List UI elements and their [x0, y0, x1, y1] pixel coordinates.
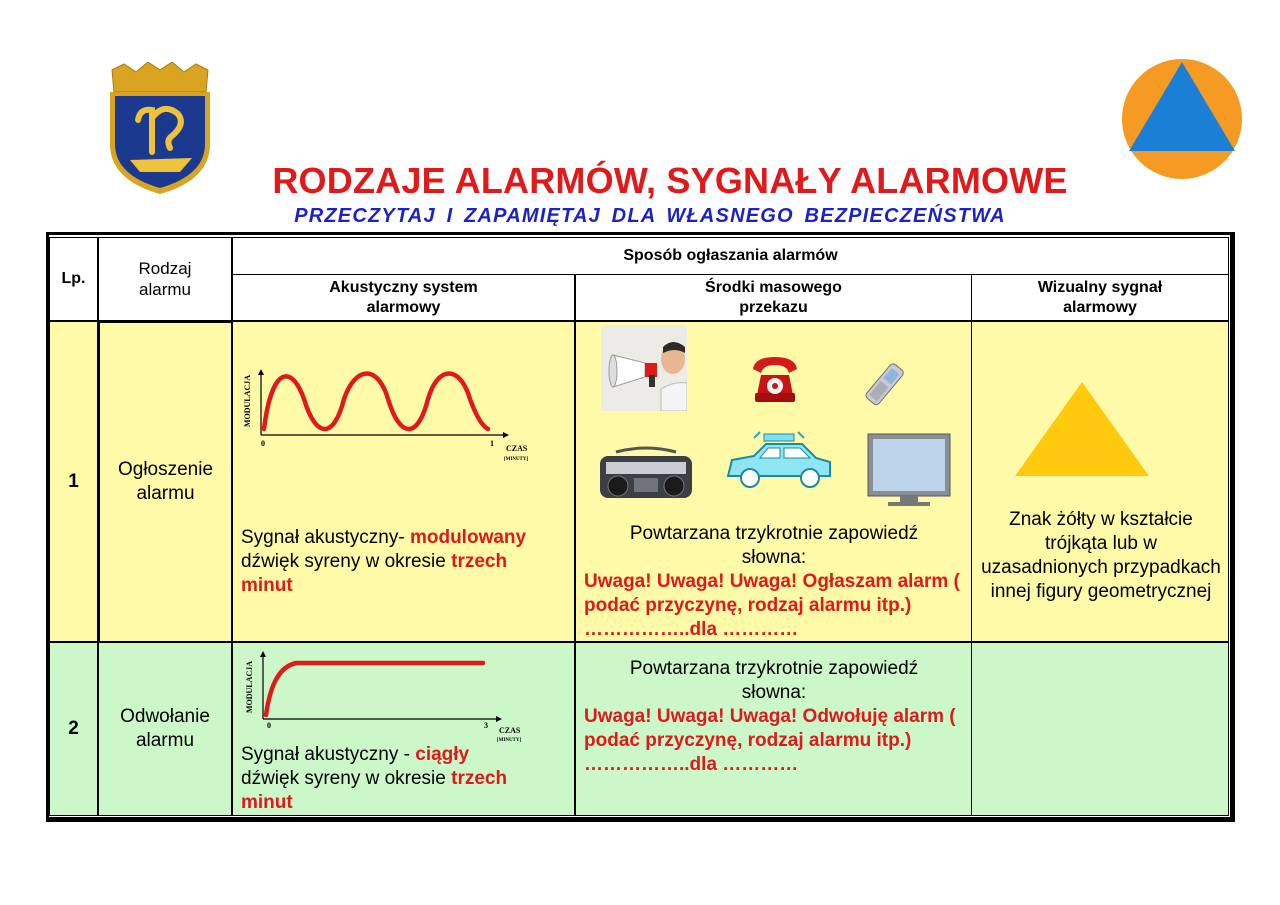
row1-acoustic-part-a: Sygnał akustyczny- — [241, 527, 410, 548]
header-lp-label: Lp. — [61, 270, 86, 287]
header-visual-line2: alarmowy — [1063, 298, 1137, 316]
header-media — [575, 274, 972, 321]
header-visual-line1: Wizualny sygnał — [1037, 278, 1163, 296]
row1-acoustic — [232, 321, 575, 642]
header-visual — [971, 274, 1229, 321]
row2-lp — [49, 642, 98, 816]
row1-lp-value: 1 — [68, 470, 79, 492]
header-acoustic-line1: Akustyczny system — [329, 278, 478, 296]
television-icon — [866, 432, 952, 508]
radio-boombox-icon — [596, 444, 696, 504]
row1-axis-x0: 0 — [261, 439, 265, 448]
row2-type — [98, 642, 232, 816]
header-group-label: Sposób ogłaszania alarmów — [623, 247, 838, 264]
row2-acoustic-part-b: ciągły — [415, 744, 470, 765]
row2-acoustic — [232, 642, 575, 816]
row2-type-line1: Odwołanie — [120, 706, 210, 727]
row2-continuous-signal-chart — [238, 647, 548, 743]
row1-media — [575, 321, 972, 642]
row1-visual-text: Znak żółty w kształcie trójkąta lub w uzasadnionych przypadkach innej figury geometrycznej — [981, 509, 1221, 602]
row2-media-announcement: Uwaga! Uwaga! Uwaga! Odwołuję alarm ( podać przyczynę, rodzaj alarmu itp.) ……………..dla ………… — [584, 706, 956, 775]
row2-acoustic-part-c: dźwięk syreny w okresie — [241, 768, 452, 789]
row2-axis-y-label: MODULACJA — [245, 661, 254, 713]
row1-media-intro: Powtarzana trzykrotnie zapowiedź słowna: — [629, 523, 919, 568]
row1-axis-y-label: MODULACJA — [243, 375, 252, 427]
row1-type — [98, 321, 232, 642]
row1-axis-x-label: CZAS — [506, 444, 528, 453]
header-type-line1: Rodzaj — [138, 259, 192, 278]
row2-type-line2: alarmu — [135, 730, 195, 751]
row1-visual — [971, 321, 1229, 642]
row1-acoustic-part-c: dźwięk syreny w okresie — [241, 551, 452, 572]
header-media-line1: Środki masowego — [705, 278, 842, 296]
header-acoustic-line2: alarmowy — [366, 298, 441, 316]
row1-modulated-signal-chart — [238, 367, 548, 467]
header-acoustic — [232, 274, 575, 321]
header-media-line2: przekazu — [739, 298, 808, 316]
row2-axis-x-label: CZAS — [499, 726, 521, 735]
red-telephone-icon — [751, 355, 799, 405]
row1-acoustic-part-b: modulowany — [409, 527, 527, 548]
row2-acoustic-part-a: Sygnał akustyczny - — [241, 744, 416, 765]
row1-media-announcement: Uwaga! Uwaga! Uwaga! Ogłaszam alarm ( podać przyczynę, rodzaj alarmu itp.) ……………..dla ………… — [584, 571, 960, 640]
row2-visual — [971, 642, 1229, 816]
row1-modulated-curve — [264, 374, 488, 430]
row2-axis-x1: 3 — [484, 721, 488, 730]
megaphone-man-icon — [601, 325, 687, 411]
row1-type-line2: alarmu — [136, 483, 195, 504]
row2-acoustic-text — [241, 743, 573, 815]
row2-lp-value: 2 — [68, 718, 79, 739]
row2-axis-x0: 0 — [267, 721, 271, 730]
police-car-icon — [724, 430, 834, 496]
row2-acoustic-part-e: minut — [241, 792, 293, 813]
yellow-triangle-icon — [1012, 380, 1152, 478]
row2-axis-x-unit: [MINUTY] — [497, 738, 522, 743]
row1-axis-x1: 1 — [490, 439, 494, 448]
header-group — [232, 237, 1229, 275]
header-lp — [49, 237, 98, 321]
row2-acoustic-part-d: trzech — [451, 768, 508, 789]
row2-media — [575, 642, 972, 816]
row2-media-intro: Powtarzana trzykrotnie zapowiedź słowna: — [629, 658, 919, 703]
header-type-line2: alarmu — [139, 280, 191, 299]
row1-acoustic-text — [241, 526, 573, 598]
row1-type-line1: Ogłoszenie — [117, 459, 214, 480]
row1-lp — [49, 321, 98, 642]
row2-continuous-curve — [266, 663, 483, 715]
page-title: RODZAJE ALARMÓW, SYGNAŁY ALARMOWE — [272, 160, 1068, 201]
header-type — [98, 237, 232, 321]
mobile-phone-icon — [861, 360, 907, 410]
row1-acoustic-part-e: minut — [241, 575, 293, 596]
row1-acoustic-part-d: trzech — [451, 551, 508, 572]
row1-axis-x-unit: [MINUTY] — [504, 457, 529, 462]
page-subtitle: PRZECZYTAJ I ZAPAMIĘTAJ DLA WŁASNEGO BEZPIECZEŃSTWA — [294, 205, 1006, 227]
